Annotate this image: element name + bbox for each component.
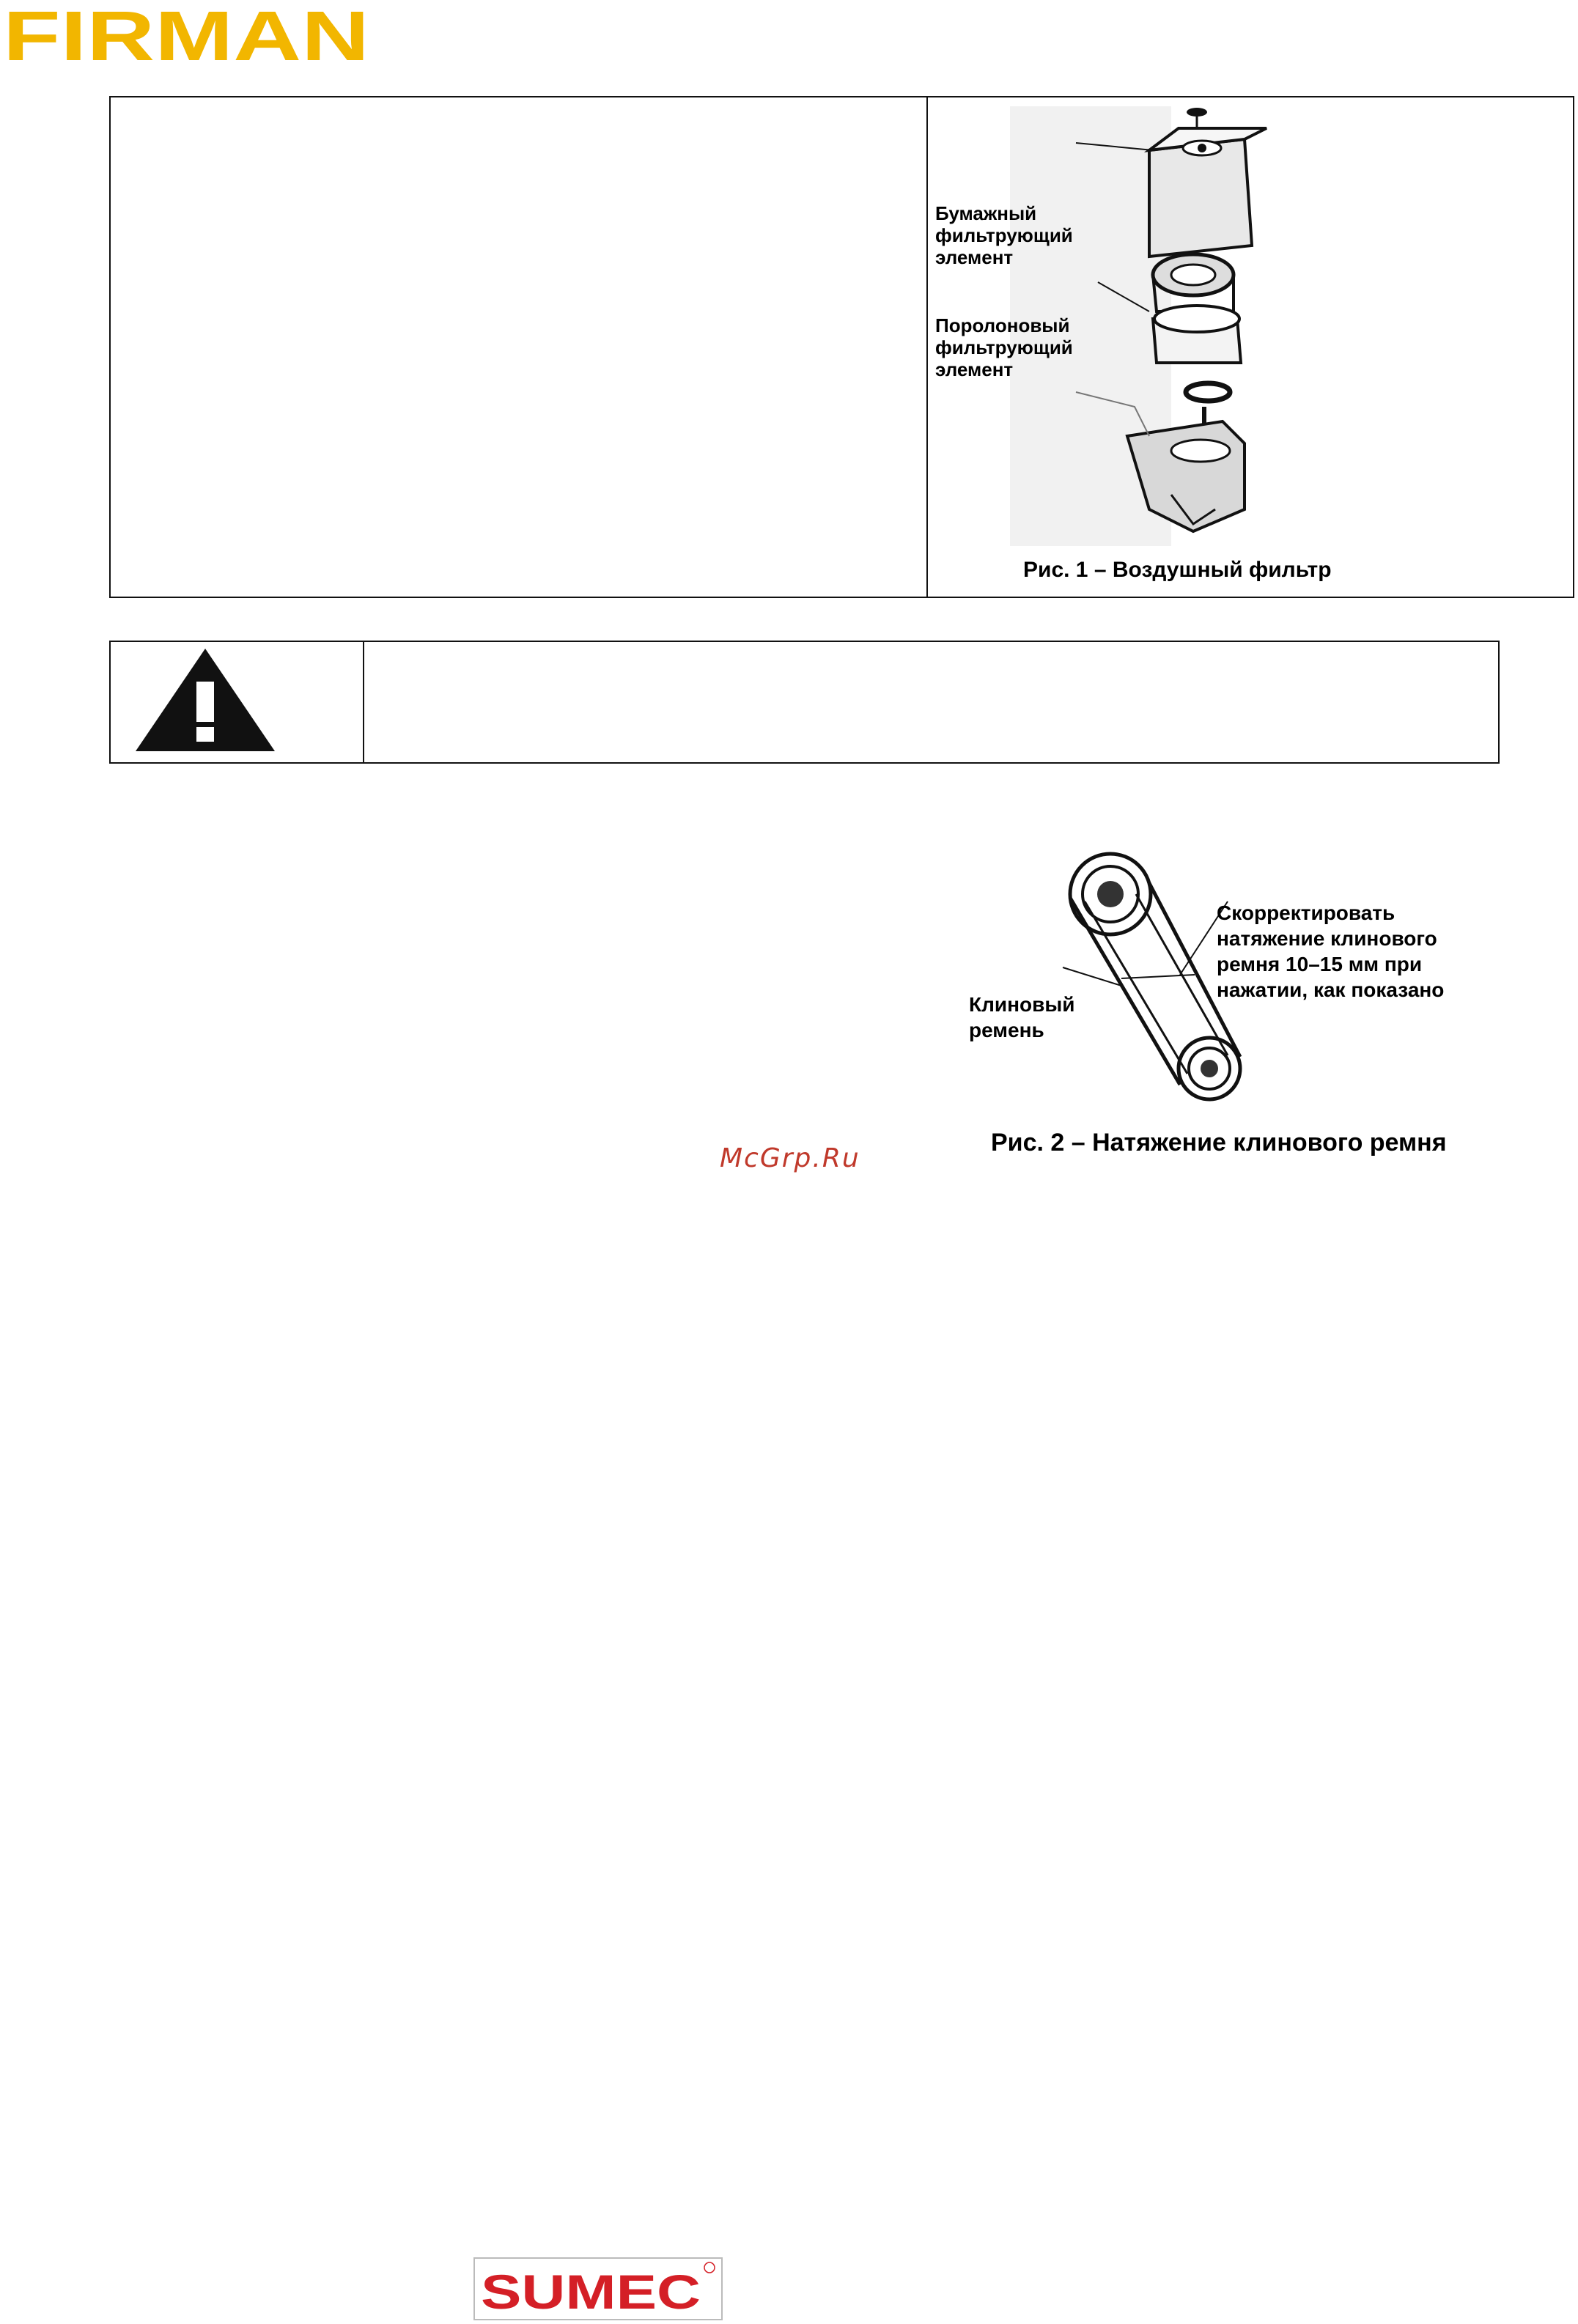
label-adjust-line1: Скорректировать [1217,901,1396,924]
label-foam-line2: фильтрующий [935,336,1073,358]
label-foam-line1: Поролоновый [935,314,1070,336]
label-adjust-line4: нажатии, как показано [1217,978,1445,1001]
label-paper-line1: Бумажный [935,202,1037,224]
label-adjust-line3: ремня 10–15 мм при [1217,953,1423,975]
label-belt-line1: Клиновый [969,993,1075,1016]
sumec-logo [473,2257,723,2320]
figure1-caption: Рис. 1 – Воздушный фильтр [1023,558,1332,582]
figure2-caption: Рис. 2 – Натяжение клинового ремня [991,1129,1447,1157]
v-belt-figure [953,843,1495,1165]
watermark: McGrp.Ru [720,1143,860,1173]
warning-triangle-icon [132,645,279,755]
firman-logo-text: FIRMAN [3,0,369,73]
firman-logo [0,0,381,73]
warning-box [109,641,1500,764]
label-belt-line2: ремень [969,1019,1044,1041]
label-foam-line3: элемент [935,358,1014,380]
warning-divider [363,642,364,762]
label-paper-line2: фильтрующий [935,224,1073,246]
air-filter-figure [929,99,1442,590]
sumec-logo-text: SUMEC [481,2265,701,2319]
table-divider [926,97,928,597]
label-adjust-line2: натяжение клинового [1217,927,1437,950]
label-paper-line3: элемент [935,246,1014,268]
